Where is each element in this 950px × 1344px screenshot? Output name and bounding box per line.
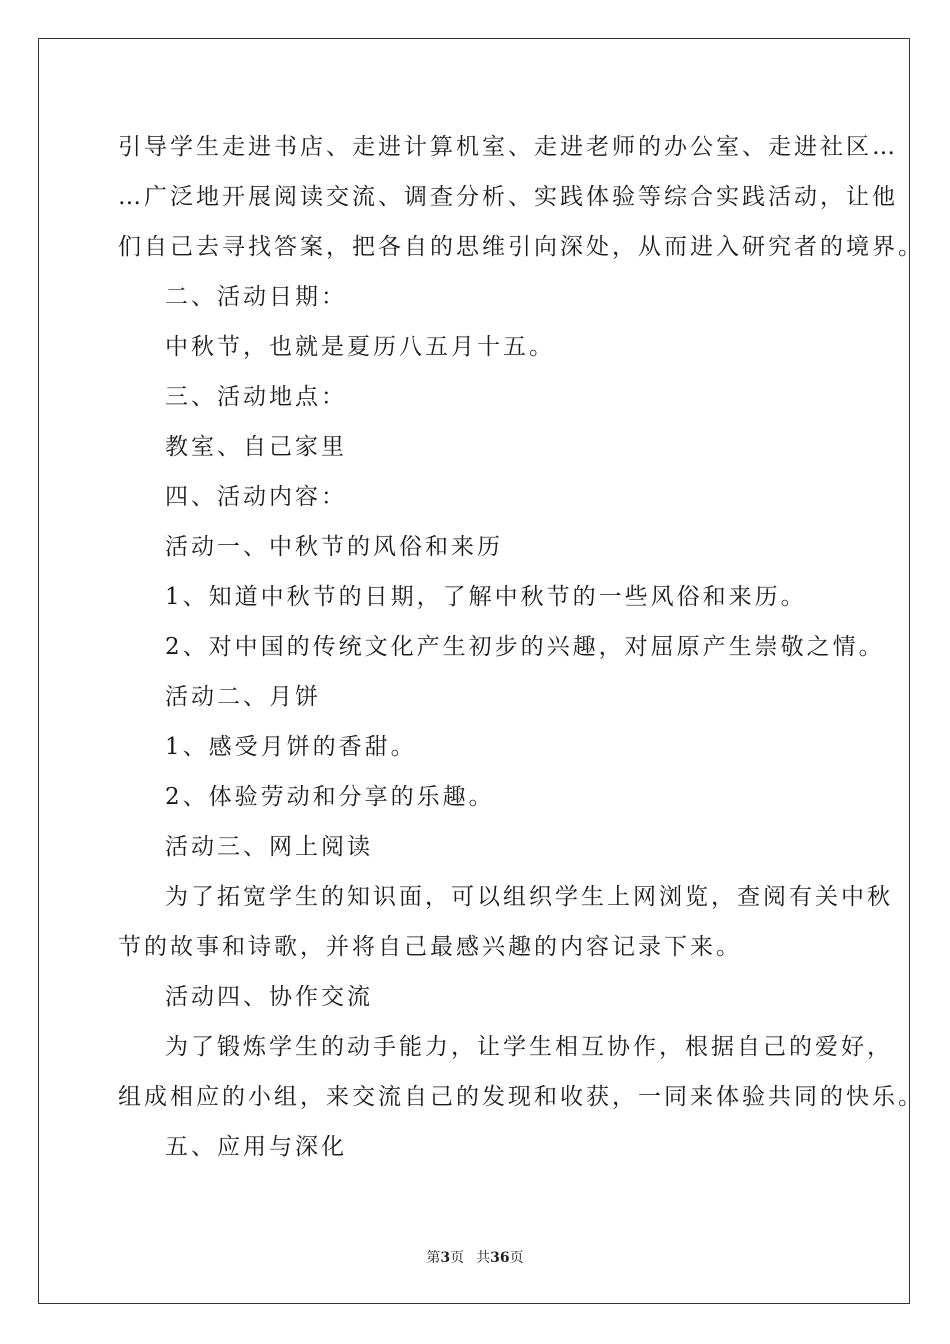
list-item: 2、对中国的传统文化产生初步的兴趣，对屈原产生崇敬之情。 (165, 634, 885, 660)
page-footer (0, 1247, 950, 1267)
footer-page-total: 36 (490, 1250, 510, 1266)
footer-page-current: 3 (440, 1250, 451, 1266)
list-item: 1、感受月饼的香甜。 (165, 734, 417, 760)
section-heading-date: 二、活动日期： (165, 284, 347, 310)
section-heading-application: 五、应用与深化 (165, 1134, 347, 1160)
text-line: 组成相应的小组，来交流自己的发现和收获，一同来体验共同的快乐。 (118, 1084, 924, 1110)
text-line: 中秋节，也就是夏历八五月十五。 (165, 334, 555, 360)
text-line: 为了锻炼学生的动手能力，让学生相互协作，根据自己的爱好， (165, 1034, 893, 1060)
activity-heading-2: 活动二、月饼 (165, 684, 321, 710)
list-item: 1、知道中秋节的日期，了解中秋节的一些风俗和来历。 (165, 584, 807, 610)
text-line: 们自己去寻找答案，把各自的思维引向深处，从而进入研究者的境界。 (118, 234, 924, 260)
text-line: 为了拓宽学生的知识面，可以组织学生上网浏览，查阅有关中秋 (165, 884, 893, 910)
section-heading-content: 四、活动内容： (165, 484, 347, 510)
activity-heading-3: 活动三、网上阅读 (165, 834, 373, 860)
activity-heading-4: 活动四、协作交流 (165, 984, 373, 1010)
footer-total-prefix: 共 (476, 1250, 491, 1266)
footer-total-suffix: 页 (509, 1250, 524, 1266)
text-line: 节的故事和诗歌，并将自己最感兴趣的内容记录下来。 (118, 934, 742, 960)
text-line: …广泛地开展阅读交流、调查分析、实践体验等综合实践活动，让他 (118, 184, 898, 210)
document-body (118, 128, 924, 1178)
section-heading-location: 三、活动地点： (165, 384, 347, 410)
activity-heading-1: 活动一、中秋节的风俗和来历 (165, 534, 503, 560)
footer-page-prefix: 第 (426, 1250, 441, 1266)
text-line: 教室、自己家里 (165, 434, 347, 460)
text-line: 引导学生走进书店、走进计算机室、走进老师的办公室、走进社区… (118, 134, 898, 160)
footer-page-suffix: 页 (450, 1250, 465, 1266)
list-item: 2、体验劳动和分享的乐趣。 (165, 784, 495, 810)
